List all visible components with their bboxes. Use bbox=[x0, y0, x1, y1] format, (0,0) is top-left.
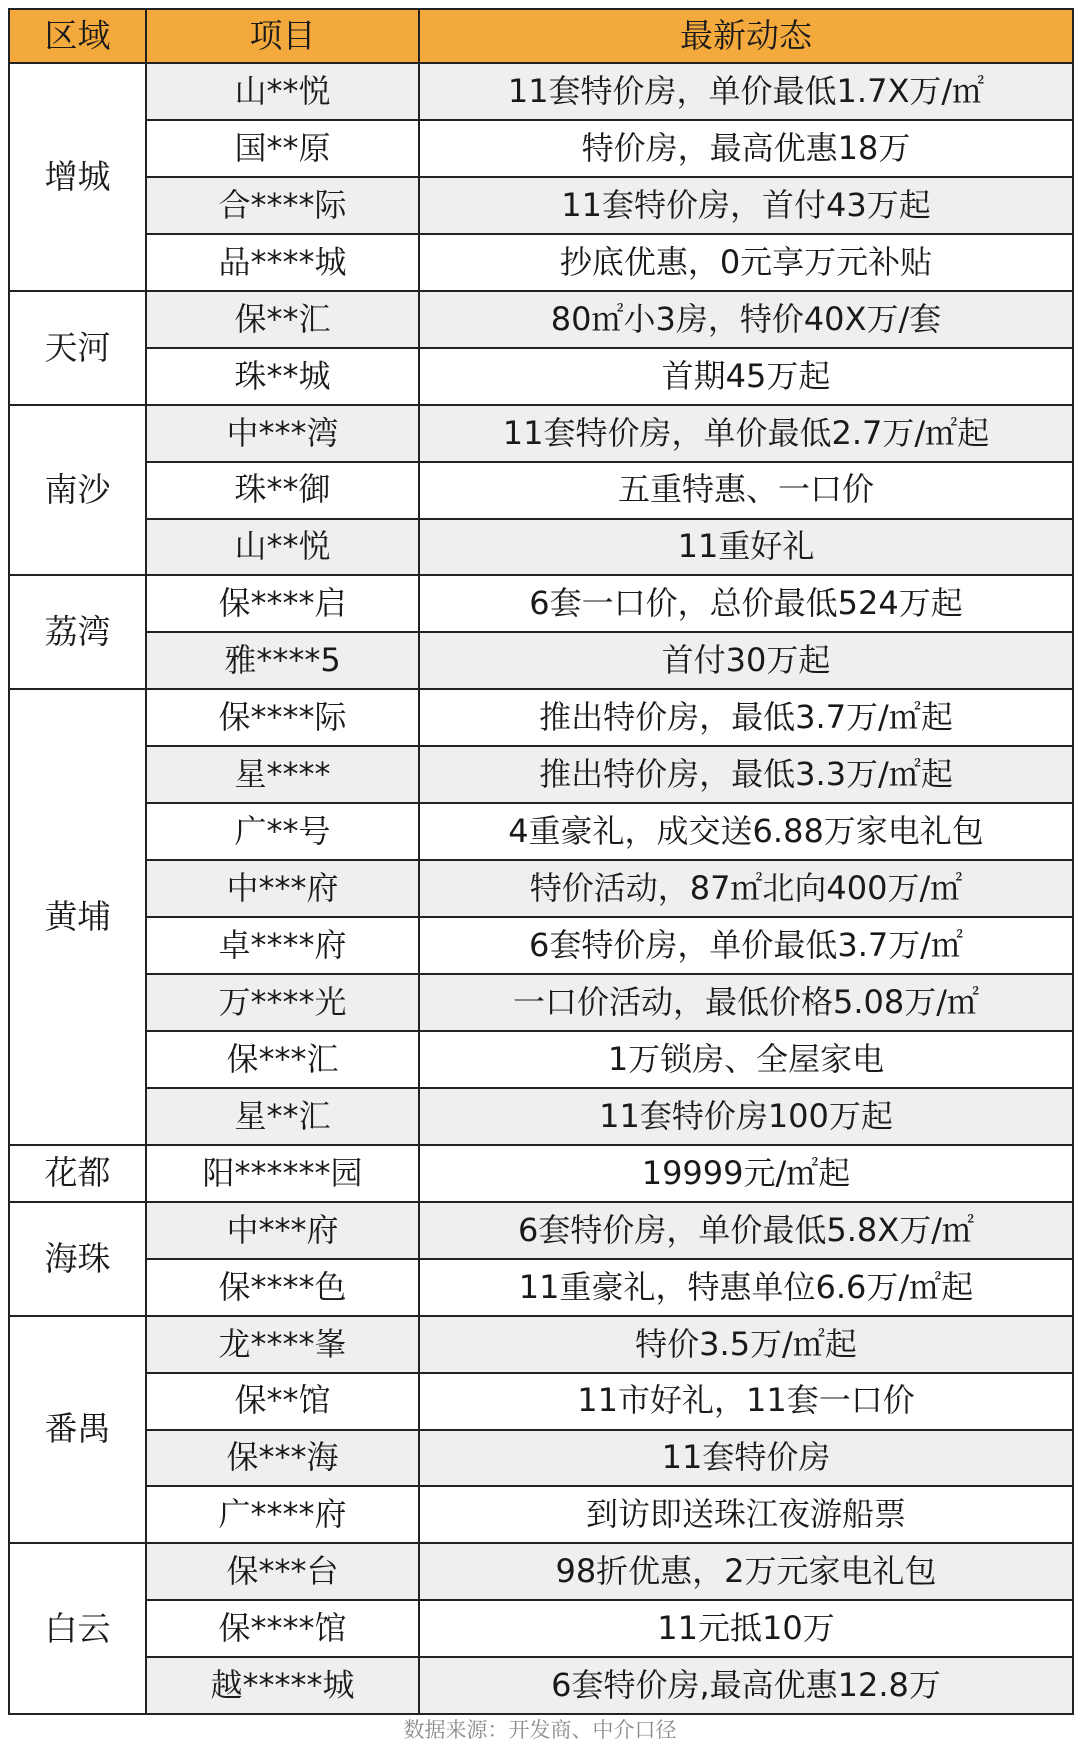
project-cell: 中***府 bbox=[146, 1202, 419, 1259]
region-cell: 南沙 bbox=[9, 405, 146, 576]
project-cell: 珠**城 bbox=[146, 348, 419, 405]
project-cell: 中***府 bbox=[146, 860, 419, 917]
project-cell: 合****际 bbox=[146, 177, 419, 234]
table-row bbox=[9, 746, 1073, 803]
news-cell: 11重豪礼，特惠单位6.6万/㎡起 bbox=[419, 1259, 1073, 1316]
news-cell: 11套特价房 bbox=[419, 1430, 1073, 1487]
region-cell: 花都 bbox=[9, 1145, 146, 1202]
project-cell: 雅****5 bbox=[146, 632, 419, 689]
project-cell: 广**号 bbox=[146, 803, 419, 860]
project-cell: 保**馆 bbox=[146, 1373, 419, 1430]
project-cell: 星**** bbox=[146, 746, 419, 803]
news-cell: 11套特价房100万起 bbox=[419, 1088, 1073, 1145]
region-cell: 番禺 bbox=[9, 1316, 146, 1544]
news-cell: 首付30万起 bbox=[419, 632, 1073, 689]
table-row bbox=[9, 1430, 1073, 1487]
news-cell: 11套特价房，首付43万起 bbox=[419, 177, 1073, 234]
table-row bbox=[9, 689, 1073, 746]
property-news-table bbox=[8, 8, 1074, 1715]
table-row bbox=[9, 1486, 1073, 1543]
table-row bbox=[9, 917, 1073, 974]
news-cell: 98折优惠，2万元家电礼包 bbox=[419, 1543, 1073, 1600]
news-cell: 一口价活动，最低价格5.08万/㎡ bbox=[419, 974, 1073, 1031]
news-cell: 1万锁房、全屋家电 bbox=[419, 1031, 1073, 1088]
project-cell: 广****府 bbox=[146, 1486, 419, 1543]
table-row bbox=[9, 291, 1073, 348]
table-row bbox=[9, 575, 1073, 632]
news-cell: 11套特价房，单价最低2.7万/㎡起 bbox=[419, 405, 1073, 462]
news-cell: 80㎡小3房，特价40X万/套 bbox=[419, 291, 1073, 348]
table-row bbox=[9, 462, 1073, 519]
project-cell: 万****光 bbox=[146, 974, 419, 1031]
news-cell: 11元抵10万 bbox=[419, 1600, 1073, 1657]
news-cell: 19999元/㎡起 bbox=[419, 1145, 1073, 1202]
news-cell: 11市好礼，11套一口价 bbox=[419, 1373, 1073, 1430]
news-cell: 特价活动，87㎡北向400万/㎡ bbox=[419, 860, 1073, 917]
table-row bbox=[9, 860, 1073, 917]
news-cell: 到访即送珠江夜游船票 bbox=[419, 1486, 1073, 1543]
news-cell: 11重好礼 bbox=[419, 519, 1073, 576]
table-row bbox=[9, 1316, 1073, 1373]
project-cell: 保****色 bbox=[146, 1259, 419, 1316]
news-cell: 推出特价房，最低3.7万/㎡起 bbox=[419, 689, 1073, 746]
header-region: 区域 bbox=[9, 9, 146, 63]
region-cell: 天河 bbox=[9, 291, 146, 405]
table-row bbox=[9, 519, 1073, 576]
news-cell: 6套特价房，单价最低3.7万/㎡ bbox=[419, 917, 1073, 974]
table-header-row bbox=[9, 9, 1073, 63]
project-cell: 星**汇 bbox=[146, 1088, 419, 1145]
table-row bbox=[9, 1600, 1073, 1657]
region-cell: 增城 bbox=[9, 63, 146, 291]
project-cell: 保***汇 bbox=[146, 1031, 419, 1088]
table-row bbox=[9, 1202, 1073, 1259]
table-row bbox=[9, 1259, 1073, 1316]
region-cell: 海珠 bbox=[9, 1202, 146, 1316]
project-cell: 保***海 bbox=[146, 1430, 419, 1487]
project-cell: 卓****府 bbox=[146, 917, 419, 974]
news-cell: 6套一口价，总价最低524万起 bbox=[419, 575, 1073, 632]
table-row bbox=[9, 1543, 1073, 1600]
table-row bbox=[9, 63, 1073, 120]
table-row bbox=[9, 234, 1073, 291]
project-cell: 珠**御 bbox=[146, 462, 419, 519]
project-cell: 龙****峯 bbox=[146, 1316, 419, 1373]
news-cell: 特价房，最高优惠18万 bbox=[419, 120, 1073, 177]
table-body bbox=[9, 63, 1073, 1714]
project-cell: 阳******园 bbox=[146, 1145, 419, 1202]
region-cell: 黄埔 bbox=[9, 689, 146, 1145]
header-project: 项目 bbox=[146, 9, 419, 63]
table-row bbox=[9, 632, 1073, 689]
project-cell: 越*****城 bbox=[146, 1657, 419, 1714]
table-row bbox=[9, 1657, 1073, 1714]
project-cell: 保****启 bbox=[146, 575, 419, 632]
table-row bbox=[9, 177, 1073, 234]
project-cell: 保****馆 bbox=[146, 1600, 419, 1657]
table-row bbox=[9, 348, 1073, 405]
news-cell: 4重豪礼，成交送6.88万家电礼包 bbox=[419, 803, 1073, 860]
news-cell: 特价3.5万/㎡起 bbox=[419, 1316, 1073, 1373]
table-row bbox=[9, 1373, 1073, 1430]
project-cell: 保***台 bbox=[146, 1543, 419, 1600]
table-row bbox=[9, 1145, 1073, 1202]
data-source-note: 数据来源：开发商、中介口径 bbox=[403, 1718, 677, 1742]
news-cell: 抄底优惠，0元享万元补贴 bbox=[419, 234, 1073, 291]
project-cell: 国**原 bbox=[146, 120, 419, 177]
table-row bbox=[9, 1031, 1073, 1088]
news-cell: 五重特惠、一口价 bbox=[419, 462, 1073, 519]
project-cell: 保**汇 bbox=[146, 291, 419, 348]
news-cell: 6套特价房,最高优惠12.8万 bbox=[419, 1657, 1073, 1714]
news-cell: 6套特价房，单价最低5.8X万/㎡ bbox=[419, 1202, 1073, 1259]
region-cell: 白云 bbox=[9, 1543, 146, 1714]
news-cell: 11套特价房，单价最低1.7X万/㎡ bbox=[419, 63, 1073, 120]
region-cell: 荔湾 bbox=[9, 575, 146, 689]
table-row bbox=[9, 974, 1073, 1031]
project-cell: 山**悦 bbox=[146, 519, 419, 576]
project-cell: 山**悦 bbox=[146, 63, 419, 120]
news-cell: 首期45万起 bbox=[419, 348, 1073, 405]
project-cell: 保****际 bbox=[146, 689, 419, 746]
news-cell: 推出特价房，最低3.3万/㎡起 bbox=[419, 746, 1073, 803]
project-cell: 中***湾 bbox=[146, 405, 419, 462]
table-row bbox=[9, 803, 1073, 860]
table-row bbox=[9, 405, 1073, 462]
header-news: 最新动态 bbox=[419, 9, 1073, 63]
project-cell: 品****城 bbox=[146, 234, 419, 291]
table-row bbox=[9, 1088, 1073, 1145]
table-row bbox=[9, 120, 1073, 177]
